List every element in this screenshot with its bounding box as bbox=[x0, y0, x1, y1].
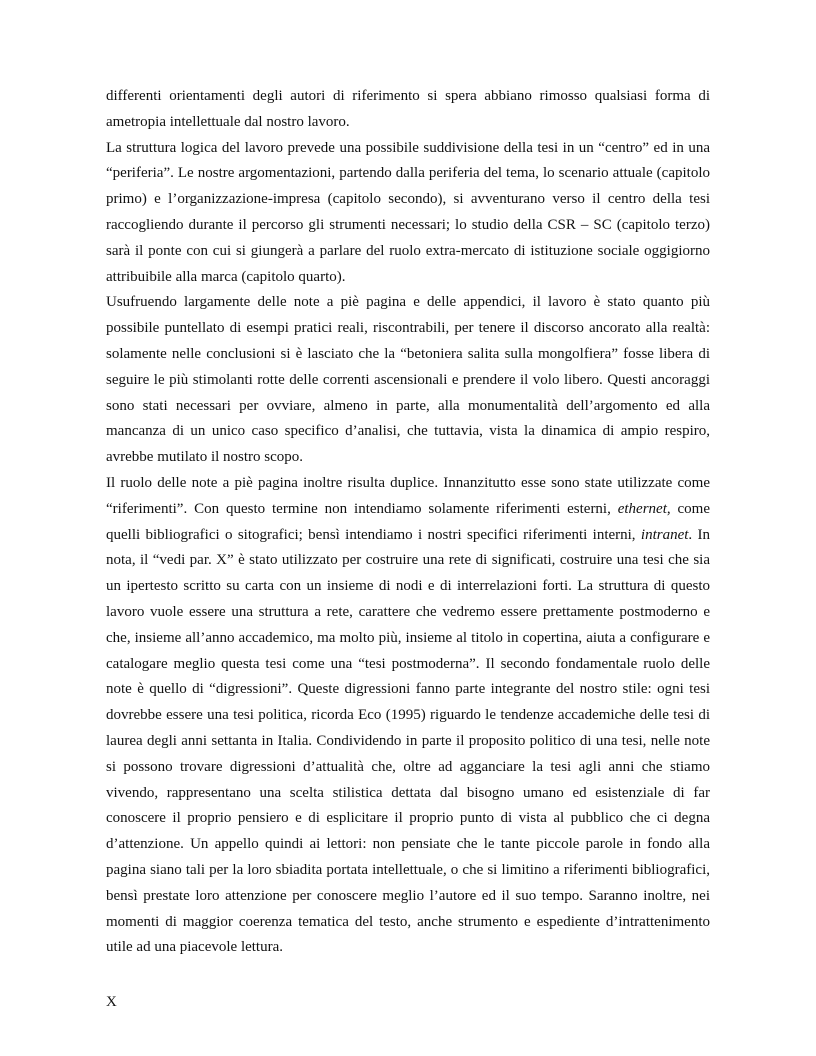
paragraph-4-part-3: . In nota, il “vedi par. X” è stato utilizzato per costruire una rete di significati, costruire una tesi che sia un ipertesto scritto su carta con un insieme di nodi e di interrelazioni forti. La struttura di questo lavoro vuole essere una struttura a rete, carattere che vedremo essere prettamente postmoderno e che, insieme all’anno accademico, ma molto più, insieme al titolo in copertina, aiuta a configurare e catalogare meglio questa tesi come una “tesi postmoderna”. Il secondo fondamentale ruolo delle note è quello di “digressioni”. Queste digressioni fanno parte integrante del nostro stile: ogni tesi dovrebbe essere una tesi politica, ricorda Eco (1995) riguardo le tendenze accademiche delle tesi di laurea degli anni settanta in Italia. Condividendo in parte il proposito politico di una tesi, nelle note si possono trovare digressioni d’attualità che, oltre ad agganciare la tesi agli anni che stiamo vivendo, rappresentano una scelta stilistica dettata dal bisogno umano ed esistenziale di far conoscere il proprio pensiero e di esplicitare il proprio punto di vista al pubblico che ci degna d’attenzione. Un appello quindi ai lettori: non pensiate che le tante piccole parole in fondo alla pagina siano tali per la loro sbiadita portata intellettuale, o che si limitino a riferimenti bibliografici, bensì prestate loro attenzione per conoscere meglio l’autore ed il suo tempo. Saranno inoltre, nei momenti di maggior coerenza tematica del testo, anche strumento e espediente d’intrattenimento utile ad una piacevole lettura. bbox=[106, 526, 710, 956]
paragraph-1: differenti orientamenti degli autori di riferimento si spera abbiano rimosso qualsiasi forma di ametropia intellettuale dal nostro lavoro. bbox=[106, 88, 710, 130]
paragraph-4 bbox=[106, 471, 710, 961]
page-number: X bbox=[106, 994, 117, 1010]
page-body bbox=[106, 84, 710, 961]
italic-term-intranet: intranet bbox=[640, 526, 689, 543]
italic-term-ethernet: ethernet bbox=[617, 500, 667, 517]
paragraph-3: Usufruendo largamente delle note a piè pagina e delle appendici, il lavoro è stato quanto più possibile puntellato di esempi pratici reali, riscontrabili, per tenere il discorso ancorato alla realtà: solamente nelle conclusioni si è lasciato che la “betoniera salita sulla mongolfiera” fosse libera di seguire le più stimolanti rotte delle correnti ascensionali e prendere il volo libero. Questi ancoraggi sono stati necessari per ovviare, almeno in parte, alla monumentalità dell’argomento ed alla mancanza di un unico caso specifico d’analisi, che tuttavia, vista la dinamica di ampio respiro, avrebbe mutilato il nostro scopo. bbox=[106, 294, 710, 466]
paragraph-2: La struttura logica del lavoro prevede una possibile suddivisione della tesi in un “centro” ed in una “periferia”. Le nostre argomentazioni, partendo dalla periferia del tema, lo scenario attuale (capitolo primo) e l’organizzazione-impresa (capitolo secondo), si avventurano verso il centro della tesi raccogliendo durante il percorso gli strumenti necessari; lo studio della CSR – SC (capitolo terzo) sarà il ponte con cui si giungerà a parlare del ruolo extra-mercato di istituzione sociale oggigiorno attribuibile alla marca (capitolo quarto). bbox=[106, 139, 710, 285]
paragraph-4-part-2: , come quelli bibliografici o sitografici; bensì intendiamo i nostri specifici riferimenti interni, bbox=[106, 500, 710, 543]
paragraph-4-part-1: Il ruolo delle note a piè pagina inoltre risulta duplice. Innanzitutto esse sono state utilizzate come “riferimenti”. Con questo termine non intendiamo solamente riferimenti esterni, bbox=[106, 474, 710, 517]
